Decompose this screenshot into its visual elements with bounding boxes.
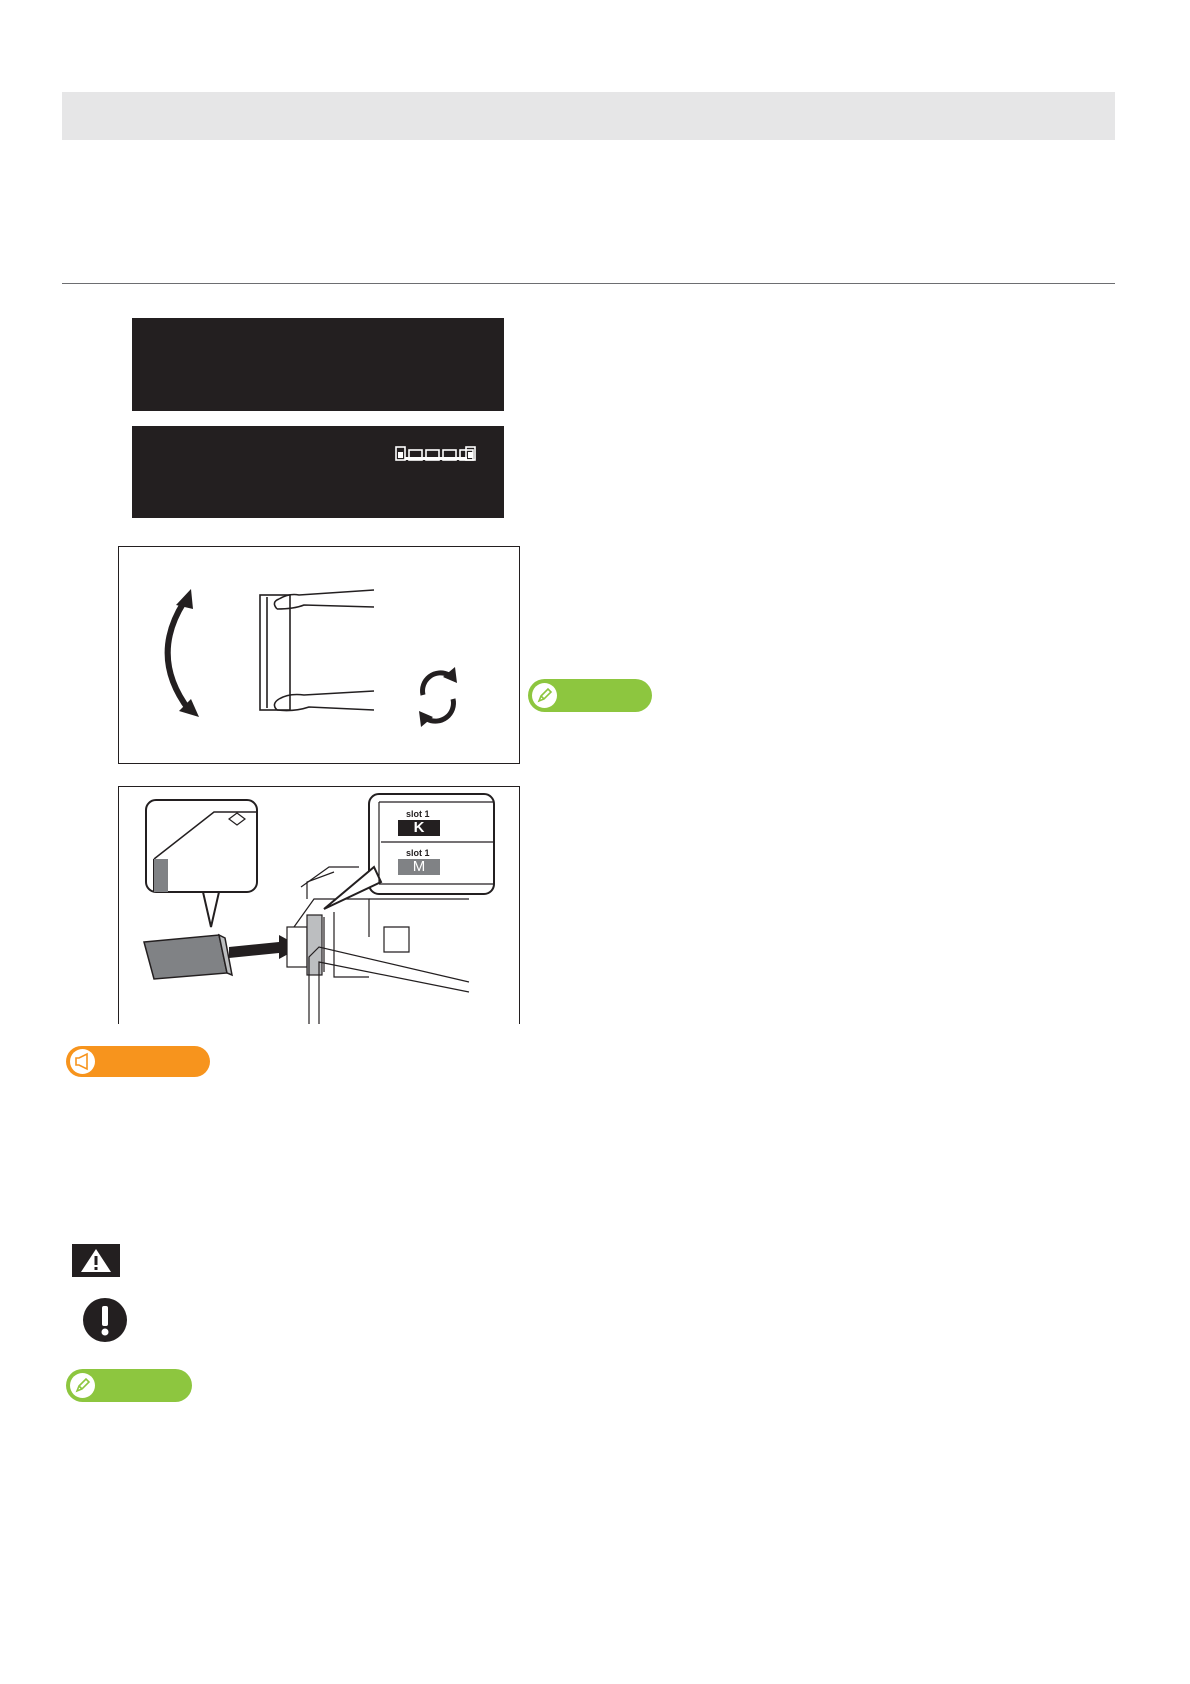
horizontal-divider <box>62 283 1115 284</box>
slot-color-code-m: M <box>398 859 440 875</box>
insert-cartridge-figure <box>118 786 520 1024</box>
ink-cartridge-icon <box>144 935 232 979</box>
note-callout-badge <box>528 679 652 712</box>
pencil-icon <box>70 1373 95 1398</box>
slot-label-2: slot 1 <box>406 848 430 858</box>
hands-holding-cartridge-icon <box>260 590 374 711</box>
important-callout-badge <box>66 1046 210 1077</box>
note-callout-badge-2 <box>66 1369 192 1402</box>
shake-cartridge-figure <box>118 546 520 764</box>
insert-cartridge-illustration <box>119 787 519 1024</box>
curved-double-arrow-icon <box>168 589 199 717</box>
lcd-display-panel <box>132 318 504 411</box>
section-header-band <box>62 92 1115 140</box>
lcd-display-panel-ink-status <box>132 426 504 518</box>
pencil-icon <box>532 683 557 708</box>
slot-color-code-k: K <box>398 820 440 836</box>
warning-triangle-icon <box>72 1244 120 1277</box>
rotate-icon <box>419 667 457 727</box>
slot-label-1: slot 1 <box>406 809 430 819</box>
mandatory-exclamation-icon <box>82 1297 128 1343</box>
ink-level-indicator-icon <box>395 446 477 462</box>
shake-cartridge-illustration <box>119 547 519 763</box>
megaphone-icon <box>70 1049 95 1074</box>
